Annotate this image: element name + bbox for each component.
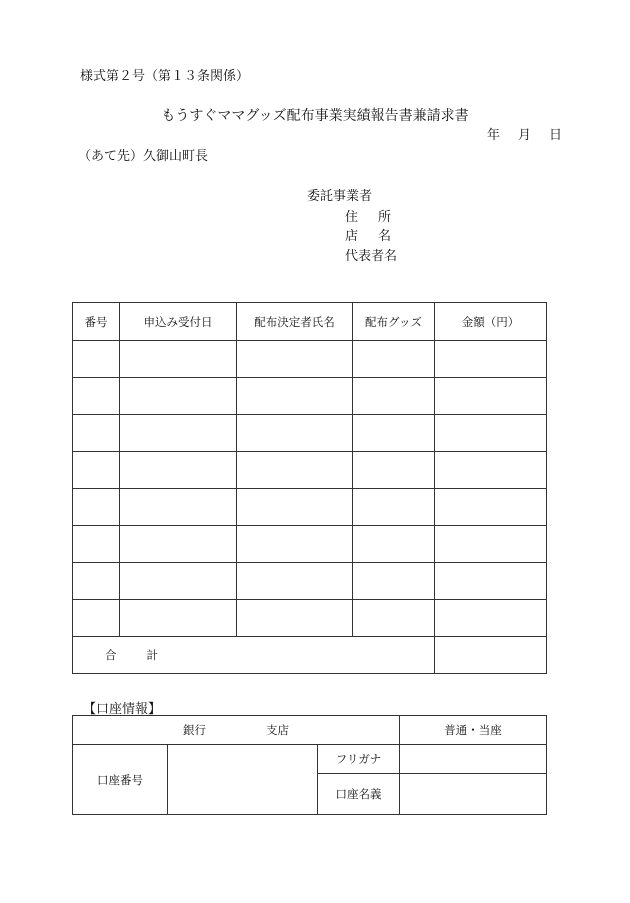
table-cell[interactable] — [353, 452, 435, 489]
form-number: 様式第２号（第１３条関係） — [80, 69, 250, 84]
total-label-1: 合 — [105, 648, 117, 662]
table-cell[interactable] — [73, 563, 120, 600]
table-row — [73, 526, 547, 563]
table-row — [73, 563, 547, 600]
table-cell[interactable] — [120, 415, 237, 452]
header-goods: 配布グッズ — [353, 303, 435, 341]
contractor-heading: 委託事業者 — [307, 189, 373, 204]
table-row — [73, 341, 547, 378]
table-row — [73, 378, 547, 415]
table-cell[interactable] — [353, 489, 435, 526]
table-cell[interactable] — [237, 563, 353, 600]
furigana-row — [73, 745, 547, 774]
table-cell[interactable] — [120, 563, 237, 600]
account-holder-cell[interactable] — [400, 774, 547, 815]
table-cell[interactable] — [353, 341, 435, 378]
branch-label: 支店 — [266, 723, 290, 737]
table-cell[interactable] — [73, 489, 120, 526]
table-cell[interactable] — [353, 563, 435, 600]
total-label — [73, 637, 435, 674]
representative-label: 代表者名 — [345, 249, 398, 264]
total-label-2: 計 — [146, 648, 158, 662]
header-number: 番号 — [73, 303, 120, 341]
table-cell[interactable] — [353, 415, 435, 452]
table-cell[interactable] — [435, 378, 547, 415]
store-name-label — [345, 225, 391, 244]
bank-label: 銀行 — [183, 723, 207, 737]
account-number-label: 口座番号 — [73, 745, 168, 815]
table-cell[interactable] — [120, 378, 237, 415]
table-cell[interactable] — [237, 600, 353, 637]
table-cell[interactable] — [120, 489, 237, 526]
furigana-cell[interactable] — [400, 745, 547, 774]
table-cell[interactable] — [120, 341, 237, 378]
account-info-heading: 【口座情報】 — [83, 702, 162, 717]
table-cell[interactable] — [73, 452, 120, 489]
table-cell[interactable] — [120, 600, 237, 637]
table-cell[interactable] — [73, 415, 120, 452]
furigana-label: フリガナ — [318, 745, 400, 774]
total-row — [73, 637, 547, 674]
table-cell[interactable] — [73, 341, 120, 378]
table-cell[interactable] — [120, 452, 237, 489]
account-type[interactable]: 普通・当座 — [400, 716, 547, 745]
table-header-row — [73, 303, 547, 341]
table-cell[interactable] — [435, 600, 547, 637]
table-cell[interactable] — [435, 341, 547, 378]
address-label-2: 所 — [378, 210, 392, 225]
header-recipient-name: 配布決定者氏名 — [237, 303, 353, 341]
table-cell[interactable] — [73, 526, 120, 563]
table-cell[interactable] — [237, 452, 353, 489]
table-row — [73, 489, 547, 526]
table-cell[interactable] — [237, 378, 353, 415]
table-cell[interactable] — [435, 415, 547, 452]
table-row — [73, 452, 547, 489]
table-row — [73, 600, 547, 637]
table-cell[interactable] — [435, 526, 547, 563]
table-cell[interactable] — [435, 563, 547, 600]
total-amount-cell[interactable] — [435, 637, 547, 674]
table-cell[interactable] — [120, 526, 237, 563]
table-cell[interactable] — [353, 378, 435, 415]
table-cell[interactable] — [237, 415, 353, 452]
table-cell[interactable] — [237, 341, 353, 378]
date-year: 年 — [487, 128, 501, 143]
store-label-1: 店 — [345, 229, 359, 244]
table-cell[interactable] — [353, 526, 435, 563]
distribution-table — [72, 302, 547, 674]
account-table — [72, 715, 547, 815]
table-cell[interactable] — [435, 452, 547, 489]
addressee: （あて先）久御山町長 — [78, 149, 209, 164]
table-cell[interactable] — [73, 600, 120, 637]
table-cell[interactable] — [353, 600, 435, 637]
table-cell[interactable] — [237, 526, 353, 563]
date-line — [487, 124, 562, 143]
address-label — [345, 206, 391, 225]
table-cell[interactable] — [435, 489, 547, 526]
account-number-cell[interactable] — [168, 745, 318, 815]
bank-row — [73, 716, 547, 745]
table-row — [73, 415, 547, 452]
address-label-1: 住 — [345, 210, 359, 225]
bank-branch-cell[interactable] — [73, 716, 400, 745]
account-holder-label: 口座名義 — [318, 774, 400, 815]
date-day: 日 — [549, 128, 563, 143]
date-month: 月 — [518, 128, 532, 143]
header-amount: 金額（円） — [435, 303, 547, 341]
store-label-2: 名 — [378, 229, 392, 244]
header-application-date: 申込み受付日 — [120, 303, 237, 341]
document-title: もうすぐママグッズ配布事業実績報告書兼請求書 — [161, 108, 469, 124]
table-cell[interactable] — [237, 489, 353, 526]
table-cell[interactable] — [73, 378, 120, 415]
